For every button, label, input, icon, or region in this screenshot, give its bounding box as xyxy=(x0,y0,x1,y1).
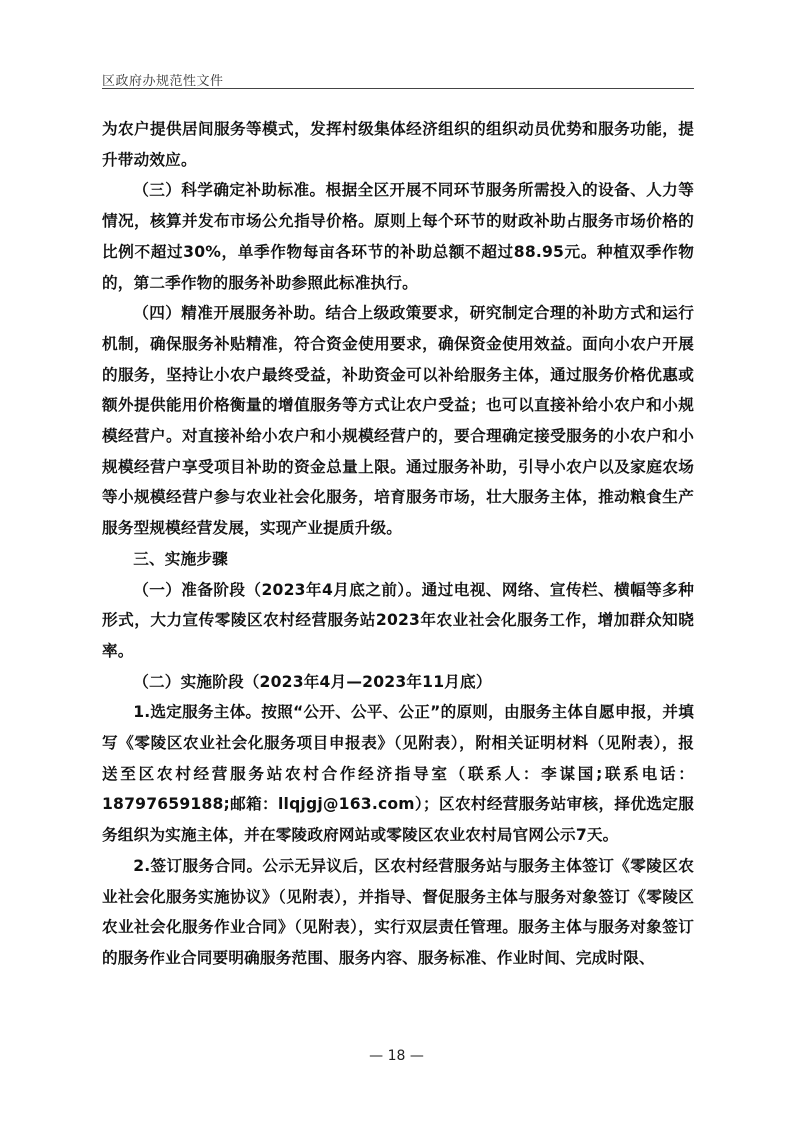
header-divider xyxy=(102,88,694,89)
document-body xyxy=(102,114,694,974)
subsection-heading: （二）实施阶段（2023年4月—2023年11月底） xyxy=(133,672,492,691)
body-paragraph: （一）准备阶段（2023年4月底之前）。通过电视、网络、宣传栏、横幅等多种形式，大力宣传零陵区农村经营服务站2023年农业社会化服务工作，增加群众知晓率。 xyxy=(102,580,694,660)
page-number: — 18 — xyxy=(369,1048,424,1064)
body-paragraph: 1.选定服务主体。按照“公开、公平、公正”的原则，由服务主体自愿申报，并填写《零陵区农业社会化服务项目申报表》（见附表），附相关证明材料（见附表），报送至区农村经营服务站农村合作经济指导室（联系人：李谋国;联系电话：18797659188;邮箱：llqjgj@163.com）；区农村经营服务站审核，择优选定服务组织为实施主体，并在零陵政府网站或零陵区农业农村局官网公示7天。 xyxy=(102,703,694,845)
body-paragraph: （四）精准开展服务补助。结合上级政策要求，研究制定合理的补助方式和运行机制，确保服务补贴精准，符合资金使用要求，确保资金使用效益。面向小农户开展的服务，坚持让小农户最终受益，补助资金可以补给服务主体，通过服务价格优惠或额外提供能用价格衡量的增值服务等方式让农户受益；也可以直接补给小农户和小规模经营户。对直接补给小农户和小规模经营户的，要合理确定接受服务的小农户和小规模经营户享受项目补助的资金总量上限。通过服务补助，引导小农户以及家庭农场等小规模经营户参与农业社会化服务，培育服务市场，壮大服务主体，推动粮食生产服务型规模经营发展，实现产业提质升级。 xyxy=(102,304,694,538)
body-paragraph: 为农户提供居间服务等模式，发挥村级集体经济组织的组织动员优势和服务功能，提升带动效应。 xyxy=(102,120,694,169)
document-header: 区政府办规范性文件 xyxy=(102,74,224,89)
body-paragraph: （三）科学确定补助标准。根据全区开展不同环节服务所需投入的设备、人力等情况，核算并发布市场公允指导价格。原则上每个环节的财政补助占服务市场价格的比例不超过30%，单季作物每亩各环节的补助总额不超过88.95元。种植双季作物的，第二季作物的服务补助参照此标准执行。 xyxy=(102,181,694,292)
section-heading: 三、实施步骤 xyxy=(133,549,228,568)
body-paragraph: 2.签订服务合同。公示无异议后，区农村经营服务站与服务主体签订《零陵区农业社会化服务实施协议》（见附表），并指导、督促服务主体与服务对象签订《零陵区农业社会化服务作业合同》（见附表），实行双层责任管理。服务主体与服务对象签订的服务作业合同要明确服务范围、服务内容、服务标准、作业时间、完成时限、 xyxy=(102,856,694,967)
